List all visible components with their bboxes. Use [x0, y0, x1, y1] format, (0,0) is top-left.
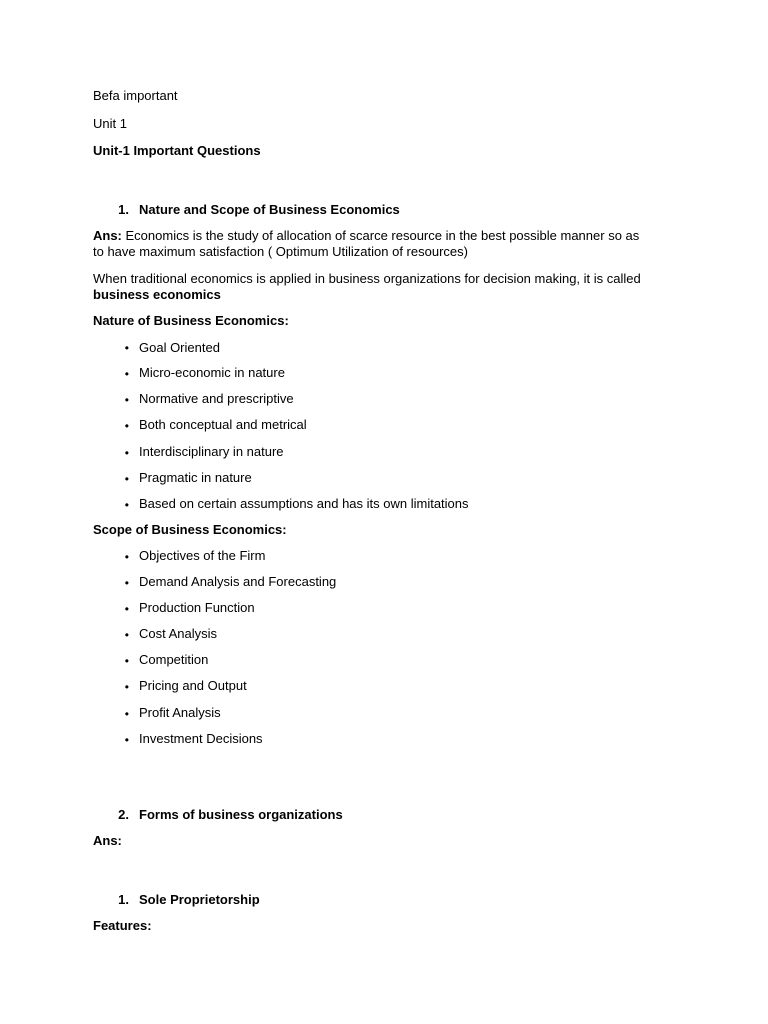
list-item: Objectives of the Firm — [139, 548, 266, 563]
features-label: Features: — [93, 918, 152, 933]
bullet-icon: • — [124, 393, 129, 407]
list-item: Goal Oriented — [139, 340, 220, 355]
bullet-icon: • — [124, 654, 129, 668]
question-number: 2. — [118, 807, 129, 822]
doc-line-befa: Befa important — [93, 88, 178, 103]
bullet-icon: • — [124, 733, 129, 747]
list-item: Micro-economic in nature — [139, 365, 285, 380]
business-economics-paragraph — [93, 271, 653, 303]
bullet-icon: • — [124, 550, 129, 564]
subsection-number: 1. — [118, 892, 129, 907]
paragraph-text: When traditional economics is applied in business organizations for decision making, it is called — [93, 271, 641, 286]
doc-line-unit: Unit 1 — [93, 116, 127, 131]
list-item: Competition — [139, 652, 209, 667]
list-item: Cost Analysis — [139, 626, 218, 641]
question-title: Nature and Scope of Business Economics — [139, 202, 400, 217]
bullet-icon: • — [124, 419, 129, 433]
list-item: Profit Analysis — [139, 705, 221, 720]
bullet-icon: • — [124, 680, 129, 694]
scope-heading: Scope of Business Economics: — [93, 522, 287, 537]
list-item: Production Function — [139, 600, 255, 615]
answer-label: Ans: — [93, 228, 122, 243]
bullet-icon: • — [124, 707, 129, 721]
bullet-icon: • — [124, 628, 129, 642]
answer-text: Economics is the study of allocation of scarce resource in the best possible manner so as to have maximum satisfaction ( Optimum Utilization of resources) — [93, 228, 640, 259]
list-item: Both conceptual and metrical — [139, 417, 307, 432]
question-title: Forms of business organizations — [139, 807, 343, 822]
bullet-icon: • — [124, 341, 129, 355]
bullet-icon: • — [124, 367, 129, 381]
nature-heading: Nature of Business Economics: — [93, 313, 289, 328]
list-item: Investment Decisions — [139, 731, 263, 746]
paragraph-bold-term: business economics — [93, 287, 221, 302]
bullet-icon: • — [124, 576, 129, 590]
list-item: Interdisciplinary in nature — [139, 444, 284, 459]
list-item: Based on certain assumptions and has its own limitations — [139, 496, 469, 511]
question-number: 1. — [118, 202, 129, 217]
list-item: Demand Analysis and Forecasting — [139, 574, 337, 589]
list-item: Normative and prescriptive — [139, 391, 294, 406]
bullet-icon: • — [124, 472, 129, 486]
answer-label: Ans: — [93, 833, 122, 848]
bullet-icon: • — [124, 498, 129, 512]
doc-heading: Unit-1 Important Questions — [93, 143, 261, 158]
bullet-icon: • — [124, 446, 129, 460]
answer-paragraph — [93, 228, 653, 260]
bullet-icon: • — [124, 602, 129, 616]
list-item: Pragmatic in nature — [139, 470, 252, 485]
subsection-title: Sole Proprietorship — [139, 892, 260, 907]
list-item: Pricing and Output — [139, 678, 247, 693]
